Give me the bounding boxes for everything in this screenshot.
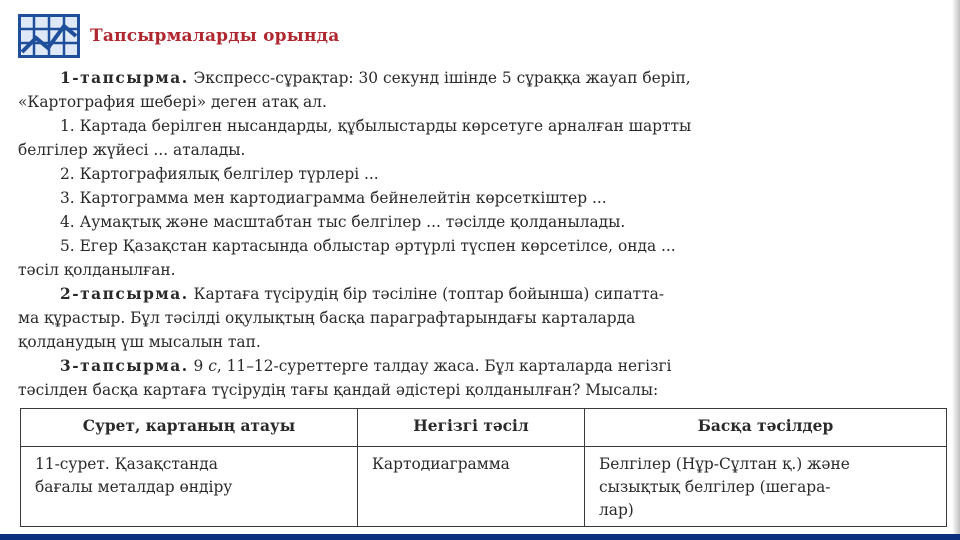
table-header-main-method: Негізгі тәсіл xyxy=(358,409,585,447)
task3-text-italic: с xyxy=(208,357,217,375)
task1-q5-line2: тәсіл қолданылған. xyxy=(18,261,176,279)
table-cell-other-methods xyxy=(585,447,947,527)
cell-other-line1: Белгілер (Нұр-Сұлтан қ.) және xyxy=(599,455,850,473)
cell-other-line3: лар) xyxy=(599,501,634,519)
task2-line1 xyxy=(18,282,954,306)
task2-text-line1: Картаға түсірудің бір тәсіліне (топтар бойынша) сипатта- xyxy=(188,285,665,303)
table-header-map: Сурет, картаның атауы xyxy=(21,409,358,447)
table-header-other-methods: Басқа тәсілдер xyxy=(585,409,947,447)
table-row xyxy=(21,447,947,527)
table-cell-map xyxy=(21,447,358,527)
slide-bottom-bar xyxy=(0,534,960,540)
section-title: Тапсырмаларды орында xyxy=(90,26,340,46)
task3-text-a: 9 xyxy=(188,357,209,375)
section-header xyxy=(18,14,339,58)
cell-map-line1: 11-сурет. Қазақстанда xyxy=(35,455,218,473)
task3-line1 xyxy=(18,354,954,378)
cell-map-line2: бағалы металдар өндіру xyxy=(35,478,233,496)
task3-line2: тәсілден басқа картаға түсірудің тағы қандай әдістері қолданылған? Мысалы: xyxy=(18,381,659,399)
task1-intro-line1: Экспресс-сұрақтар: 30 секунд ішінде 5 сұраққа жауап беріп, xyxy=(188,69,691,87)
task2-line2: ма құрастыр. Бұл тәсілді оқулықтың басқа параграфтарындағы карталарда xyxy=(18,309,636,327)
task2-line3: қолданудың үш мысалын тап. xyxy=(18,333,261,351)
task3-label: 3-тапсырма. xyxy=(60,357,189,375)
task1-q2: 2. Картографиялық белгілер түрлері ... xyxy=(60,165,379,183)
analysis-table xyxy=(20,408,947,527)
task1-label: 1-тапсырма. xyxy=(60,69,189,87)
task-text xyxy=(18,66,954,402)
task1-q5-line1: 5. Егер Қазақстан картасында облыстар әртүрлі түспен көрсетілсе, онда ... xyxy=(60,237,676,255)
task1-q1-line1: 1. Картада берілген нысандарды, құбылыстарды көрсетуге арналған шартты xyxy=(60,117,692,135)
table-cell-main-method: Картодиаграмма xyxy=(358,447,585,527)
task1-q3: 3. Картограмма мен картодиаграмма бейнелейтін көрсеткіштер ... xyxy=(60,189,607,207)
task3-text-b: , 11–12-суреттерге талдау жаса. Бұл карталарда негізгі xyxy=(216,357,672,375)
task2-label: 2-тапсырма. xyxy=(60,285,189,303)
task1-intro-line2: «Картография шебері» деген атақ ал. xyxy=(18,93,327,111)
task1-q4: 4. Аумақтық және масштабтан тыс белгілер ... тәсілде қолданылады. xyxy=(60,213,626,231)
cell-other-line2: сызықтық белгілер (шегара- xyxy=(599,478,831,496)
task1-q1-line2: белгілер жүйесі ... аталады. xyxy=(18,141,246,159)
chart-grid-icon xyxy=(18,14,80,58)
table-header-row xyxy=(21,409,947,447)
task1-intro xyxy=(18,66,954,90)
slide-edge-shadow xyxy=(952,0,960,540)
